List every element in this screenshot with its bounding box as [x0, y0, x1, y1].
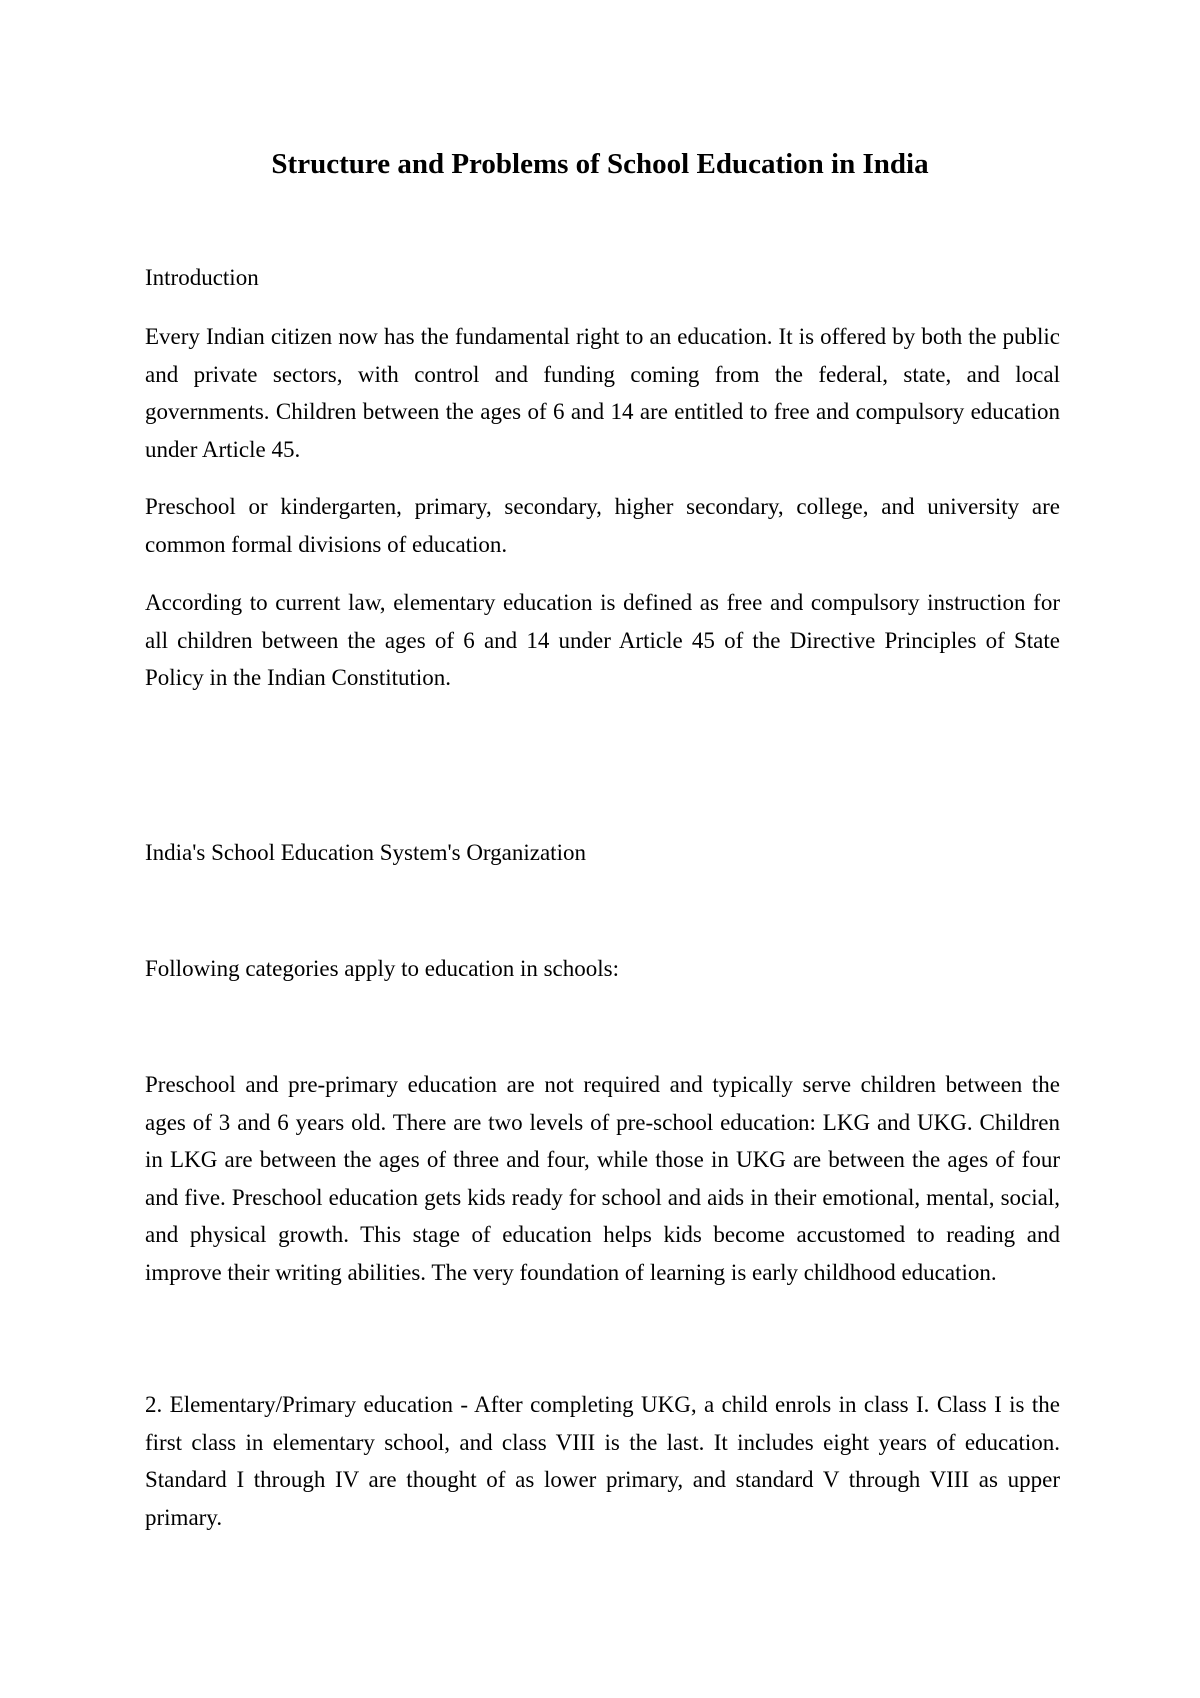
intro-paragraph-2: Preschool or kindergarten, primary, secondary, higher secondary, college, and university are common formal divisions of education.	[145, 494, 1060, 557]
intro-paragraph-3: According to current law, elementary education is defined as free and compulsory instruction for all children between the ages of 6 and 14 under Article 45 of the Directive Principles of State Policy in the Indian Constitution.	[145, 590, 1060, 690]
elementary-paragraph: 2. Elementary/Primary education - After completing UKG, a child enrols in class I. Class I is the first class in elementary school, and class VIII is the last. It includes eight years of education. Standard I through IV are thought of as lower primary, and standard V through VIII as upper primary.	[145, 1392, 1060, 1530]
intro-paragraph-1: Every Indian citizen now has the fundamental right to an education. It is offered by both the public and private sectors, with control and funding coming from the federal, state, and local governments. Children between the ages of 6 and 14 are entitled to free and compulsory education under Article 45.	[145, 324, 1060, 462]
categories-intro: Following categories apply to education in schools:	[145, 956, 619, 981]
document-title: Structure and Problems of School Education in India	[271, 148, 929, 180]
preschool-paragraph: Preschool and pre-primary education are not required and typically serve children between the ages of 3 and 6 years old. There are two levels of pre-school education: LKG and UKG. Children in LKG are between the ages of three and four, while those in UKG are between the ages of four and five. Preschool education gets kids ready for school and aids in their emotional, mental, social, and physical growth. This stage of education helps kids become accustomed to reading and improve their writing abilities. The very foundation of learning is early childhood education.	[145, 1072, 1060, 1285]
introduction-heading: Introduction	[145, 265, 259, 290]
organization-heading: India's School Education System's Organization	[145, 840, 586, 865]
